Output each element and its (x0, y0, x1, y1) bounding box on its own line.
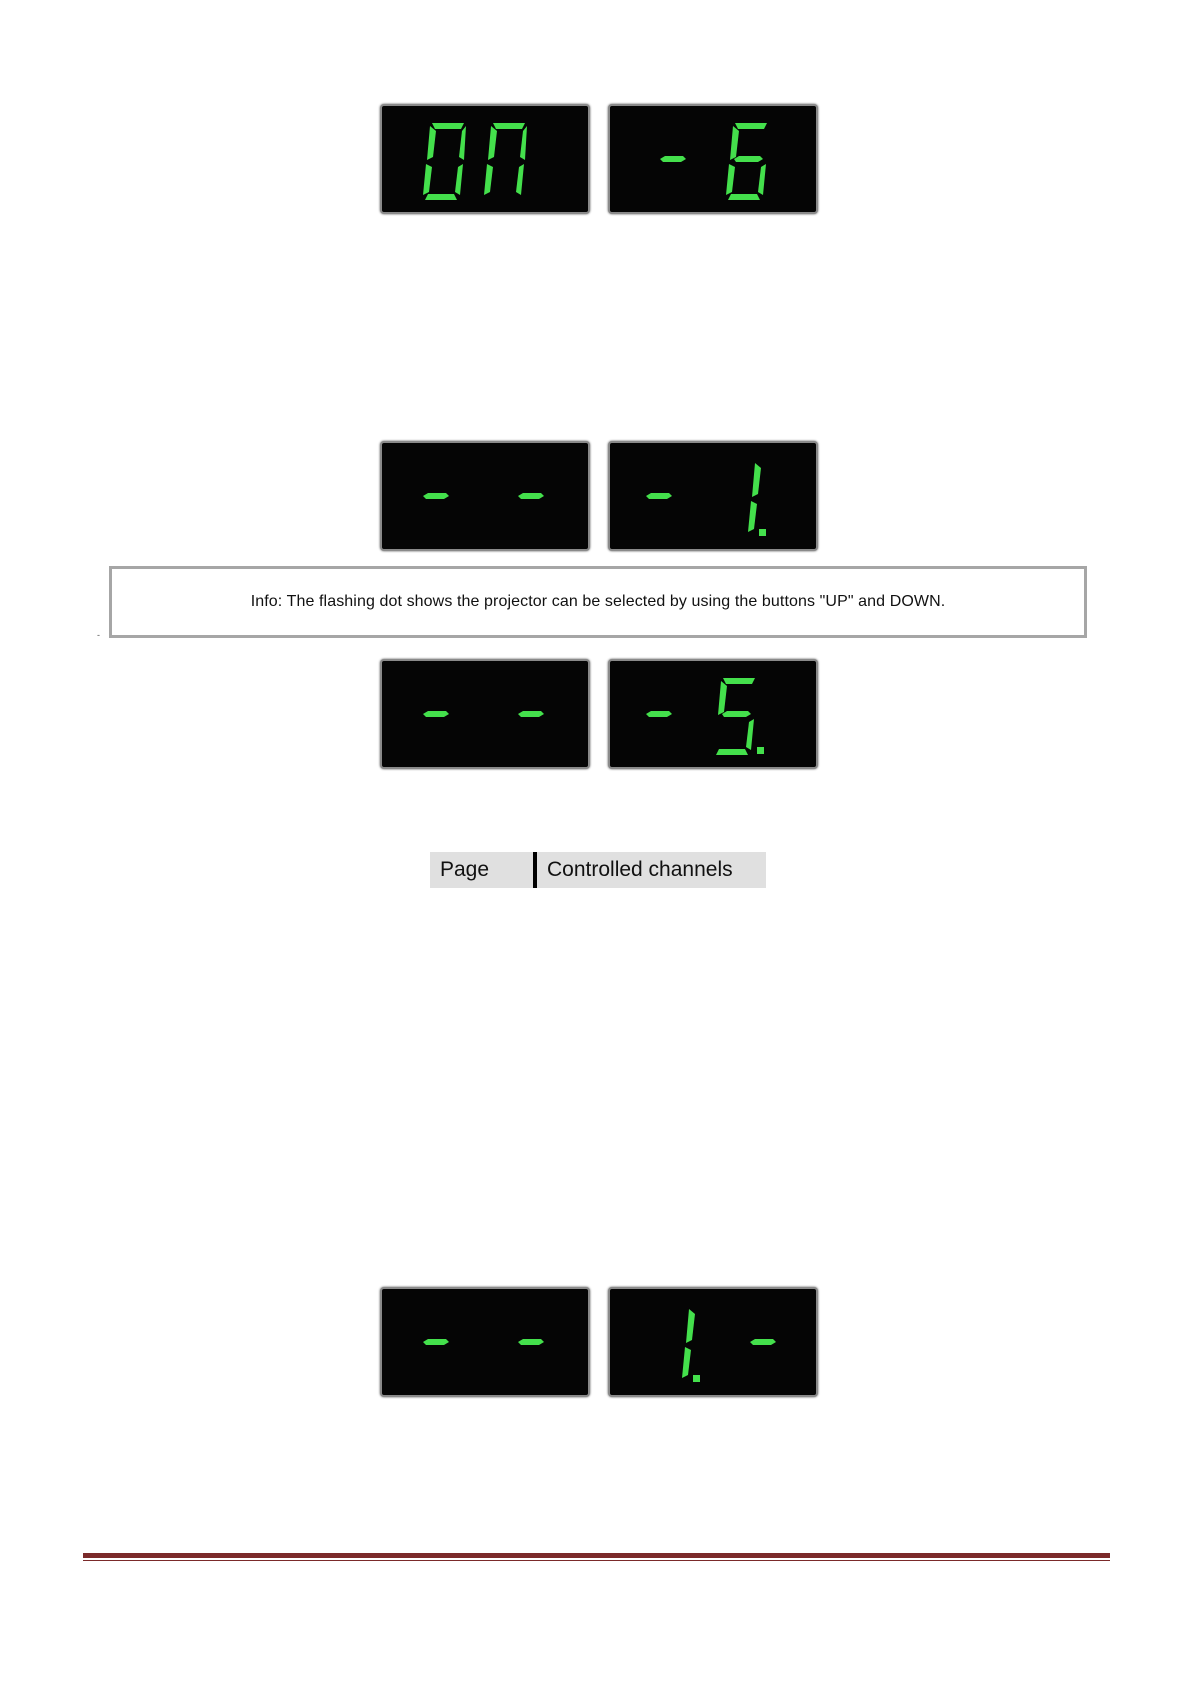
display-dashes-1-dash (380, 1287, 816, 1397)
lcd-right-panel (608, 104, 818, 214)
display-dashes-5 (380, 659, 816, 769)
lcd-right-digits (610, 443, 816, 549)
lcd-right-panel (608, 1287, 818, 1397)
menu-cell-controlled-channels: Controlled channels (537, 852, 766, 888)
lcd-left-panel (380, 1287, 590, 1397)
footer-rule-thin (83, 1560, 1110, 1561)
lcd-left-digits (382, 443, 588, 549)
lcd-right-digits (610, 661, 816, 767)
info-box (109, 566, 1087, 638)
lcd-left-digits (382, 1289, 588, 1395)
lcd-left-panel (380, 441, 590, 551)
footer-rule (83, 1553, 1110, 1561)
display-on-6 (380, 104, 816, 214)
lcd-right-digits (610, 1289, 816, 1395)
menu-table (430, 852, 766, 888)
lcd-left-digits (382, 661, 588, 767)
lcd-left-panel (380, 104, 590, 214)
lcd-right-panel (608, 441, 818, 551)
lcd-left-panel (380, 659, 590, 769)
small-mark: - (97, 630, 100, 640)
display-dashes-1 (380, 441, 816, 551)
footer-rule-thick (83, 1553, 1110, 1558)
lcd-right-digits (610, 106, 816, 212)
info-text: Info: The flashing dot shows the projector can be selected by using the buttons "UP" and DOWN. (250, 593, 946, 610)
lcd-right-panel (608, 659, 818, 769)
menu-cell-page: Page (430, 852, 533, 888)
lcd-left-digits (382, 106, 588, 212)
